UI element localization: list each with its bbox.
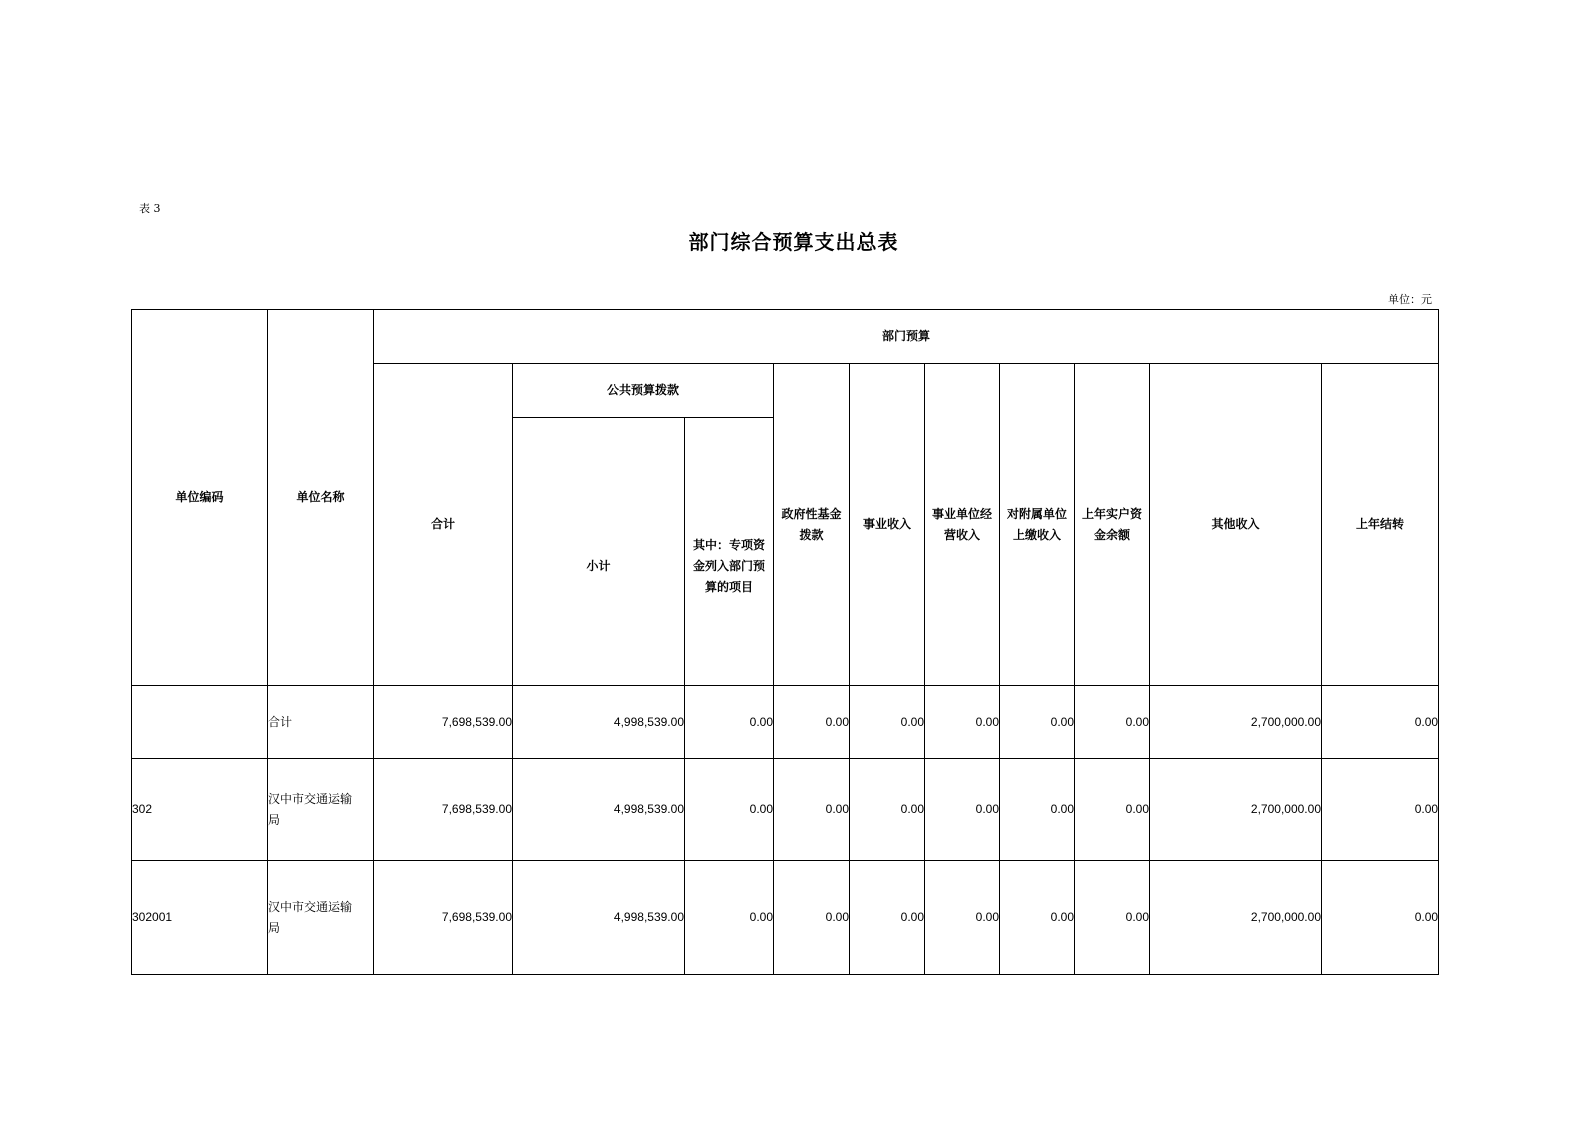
cell-total: 7,698,539.00	[374, 861, 513, 975]
cell-affiliated-income: 0.00	[1000, 686, 1075, 759]
cell-prior-balance: 0.00	[1075, 861, 1150, 975]
cell-carryover: 0.00	[1322, 861, 1439, 975]
cell-affiliated-income: 0.00	[1000, 759, 1075, 861]
cell-business-income: 0.00	[850, 861, 925, 975]
header-prior-balance: 上年实户资金余额	[1075, 364, 1150, 686]
document-title: 部门综合预算支出总表	[688, 230, 899, 254]
cell-other-income: 2,700,000.00	[1150, 861, 1322, 975]
header-dept-budget: 部门预算	[374, 310, 1439, 364]
cell-unit-name: 汉中市交通运输局	[268, 861, 374, 975]
header-unit-code: 单位编码	[132, 310, 268, 686]
cell-gov-fund: 0.00	[774, 686, 850, 759]
cell-total: 7,698,539.00	[374, 686, 513, 759]
cell-business-income: 0.00	[850, 759, 925, 861]
cell-unit-name: 汉中市交通运输局	[268, 759, 374, 861]
cell-special-funds: 0.00	[685, 686, 774, 759]
header-operating-income: 事业单位经营收入	[925, 364, 1000, 686]
table-row	[132, 759, 1439, 861]
header-special-funds: 其中：专项资金列入部门预算的项目	[685, 418, 774, 686]
header-business-income: 事业收入	[850, 364, 925, 686]
cell-operating-income: 0.00	[925, 861, 1000, 975]
cell-carryover: 0.00	[1322, 759, 1439, 861]
cell-gov-fund: 0.00	[774, 861, 850, 975]
cell-unit-name: 合计	[268, 686, 374, 759]
table-number: 表 3	[139, 202, 161, 215]
cell-special-funds: 0.00	[685, 759, 774, 861]
table-row	[132, 686, 1439, 759]
header-affiliated-income: 对附属单位上缴收入	[1000, 364, 1075, 686]
header-other-income: 其他收入	[1150, 364, 1322, 686]
header-total: 合计	[374, 364, 513, 686]
cell-special-funds: 0.00	[685, 861, 774, 975]
header-carryover: 上年结转	[1322, 364, 1439, 686]
header-gov-fund: 政府性基金拨款	[774, 364, 850, 686]
cell-unit-code: 302001	[132, 861, 268, 975]
cell-unit-code	[132, 686, 268, 759]
cell-other-income: 2,700,000.00	[1150, 686, 1322, 759]
cell-gov-fund: 0.00	[774, 759, 850, 861]
currency-unit-label: 单位：元	[1388, 293, 1432, 306]
cell-prior-balance: 0.00	[1075, 759, 1150, 861]
cell-unit-code: 302	[132, 759, 268, 861]
cell-affiliated-income: 0.00	[1000, 861, 1075, 975]
cell-total: 7,698,539.00	[374, 759, 513, 861]
header-public-budget: 公共预算拨款	[513, 364, 774, 418]
cell-subtotal: 4,998,539.00	[513, 861, 685, 975]
header-unit-name: 单位名称	[268, 310, 374, 686]
cell-operating-income: 0.00	[925, 759, 1000, 861]
table-row	[132, 861, 1439, 975]
header-subtotal: 小计	[513, 418, 685, 686]
cell-business-income: 0.00	[850, 686, 925, 759]
cell-subtotal: 4,998,539.00	[513, 759, 685, 861]
cell-prior-balance: 0.00	[1075, 686, 1150, 759]
budget-expenditure-table	[131, 309, 1439, 975]
cell-other-income: 2,700,000.00	[1150, 759, 1322, 861]
cell-operating-income: 0.00	[925, 686, 1000, 759]
cell-carryover: 0.00	[1322, 686, 1439, 759]
cell-subtotal: 4,998,539.00	[513, 686, 685, 759]
header-row	[132, 310, 1439, 364]
